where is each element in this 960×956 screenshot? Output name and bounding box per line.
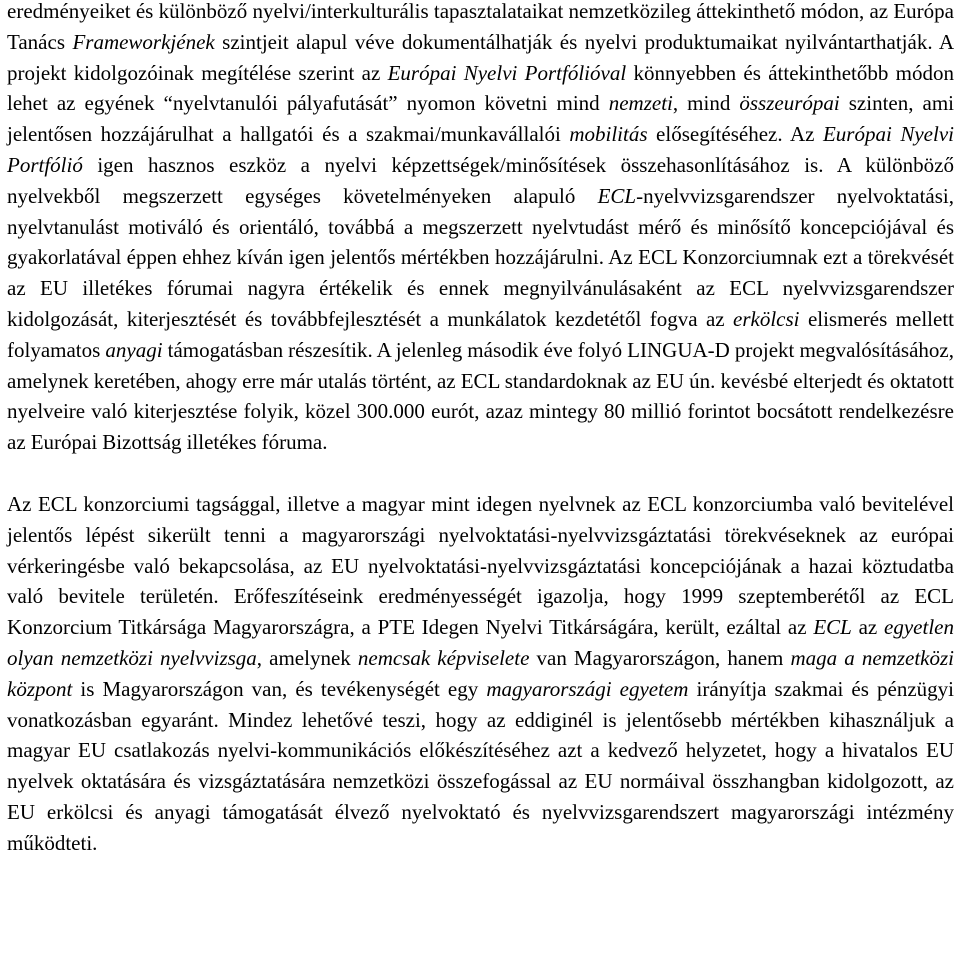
text-run: szinten, ami jelentősen hozzájárulhat a hallgatói és a szakmai/munkavállalói [7,91,954,147]
text-run: , amelynek [256,645,358,670]
text-run: támogatásban részesítik. A jelenleg második éve folyó LINGUA-D projekt megvalósításához, amelynek keretében, ahogy erre már utalás történt, az ECL standardoknak az EU ún. kevésbé elterjedt és oktatott nyelveire való kiterjesztése folyik, közel 300.000 eurót, azaz mintegy 80 millió forintot bocsátott rendelkezésre az Európai Bizottság illetékes fóruma. [7,337,954,455]
text-run: az [851,615,885,640]
italic-text: összeurópai [739,91,840,116]
text-run: Az ECL konzorciumi tagsággal, illetve a magyar mint idegen nyelvnek az ECL konzorciumba való bevitelével jelentős lépést sikerült tenni a magyarországi nyelvoktatási-nyelvvizsgáztatási törekvéseknek az európai vérkeringésbe való bekapcsolása, az EU nyelvoktatási-nyelvvizsgáztatási koncepciójának a hazai köztudatba való bevitele területén. Erőfeszítéseink eredményességét igazolja, hogy 1999 szeptemberétől az ECL Konzorcium Titkársága Magyarországra, a PTE Idegen Nyelvi Titkárságára, került, ezáltal az [7,491,954,640]
text-run: eredményeiket és különböző nyelvi/interkulturális tapasztalataikat nemzetközileg áttekinthető módon, az Európa Tanács [7,0,954,54]
text-run: elősegítéséhez. Az [647,122,823,147]
text-run: könnyebben és áttekinthetőbb módon lehet az egyének “nyelvtanulói pályafutását” nyomon követni mind [7,60,954,116]
italic-text: nemcsak képviselete [357,645,530,670]
paragraph-2 [7,489,954,859]
text-run: van Magyarországon, hanem [529,645,791,670]
italic-text: mobilitás [569,122,648,147]
italic-text: Frameworkjének [72,29,215,54]
italic-text: ECL [813,615,852,640]
italic-text: Európai Nyelvi Portfólióval [387,60,627,85]
text-run: -nyelvvizsgarendszer nyelvoktatási, nyelvtanulást motiváló és orientáló, továbbá a megszerzett nyelvtudást mérő és minősítő koncepciójával és gyakorlatával éppen ehhez kíván igen jelentős mértékben hozzájárulni. Az ECL Konzorciumnak ezt a törekvését az EU illetékes fórumai nagyra értékelik és ennek megnyilvánulásaként az ECL nyelvvizsgarendszer kidolgozását, kiterjesztését és továbbfejlesztését a munkálatok kezdetétől fogva az [7,183,954,331]
text-run: is Magyarországon van, és tevékenységét egy [72,676,487,701]
italic-text: nemzeti [608,91,673,116]
italic-text: anyagi [105,337,163,362]
italic-text: Európai Nyelvi Portfólió [7,122,954,177]
text-run: szintjeit alapul véve dokumentálhatják és nyelvi produktumaikat nyilvántarthatják. A projekt kidolgozóinak megítélése szerint az [7,29,955,85]
paragraph-1 [7,0,954,458]
italic-text: egyetlen olyan nemzetközi nyelvvizsga [7,615,954,670]
italic-text: maga a nemzetközi központ [7,645,954,701]
text-run: irányítja szakmai és pénzügyi vonatkozásban egyaránt. Mindez lehetővé teszi, hogy az eddiginél is jelentősebb mértékben kihasználjuk a magyar EU csatlakozás nyelvi-kommunikációs előkészítéséhez azt a kedvező helyzetet, hogy a hivatalos EU nyelvek oktatására és vizsgáztatására nemzetközi összefogással az EU normáival összhangban kidolgozott, az EU erkölcsi és anyagi támogatását élvező nyelvoktató és nyelvvizsgarendszert magyarországi intézmény működteti. [7,676,954,855]
italic-text: ECL [597,183,637,208]
text-run: igen hasznos eszköz a nyelvi képzettségek/minősítések összehasonlításához is. A különböző nyelvekből megszerzett egységes követelményeken alapuló [7,152,954,208]
italic-text: magyarországi egyetem [486,676,689,701]
text-run: , mind [672,91,740,116]
text-run: elismerés mellett folyamatos [7,306,954,362]
italic-text: erkölcsi [733,306,800,331]
